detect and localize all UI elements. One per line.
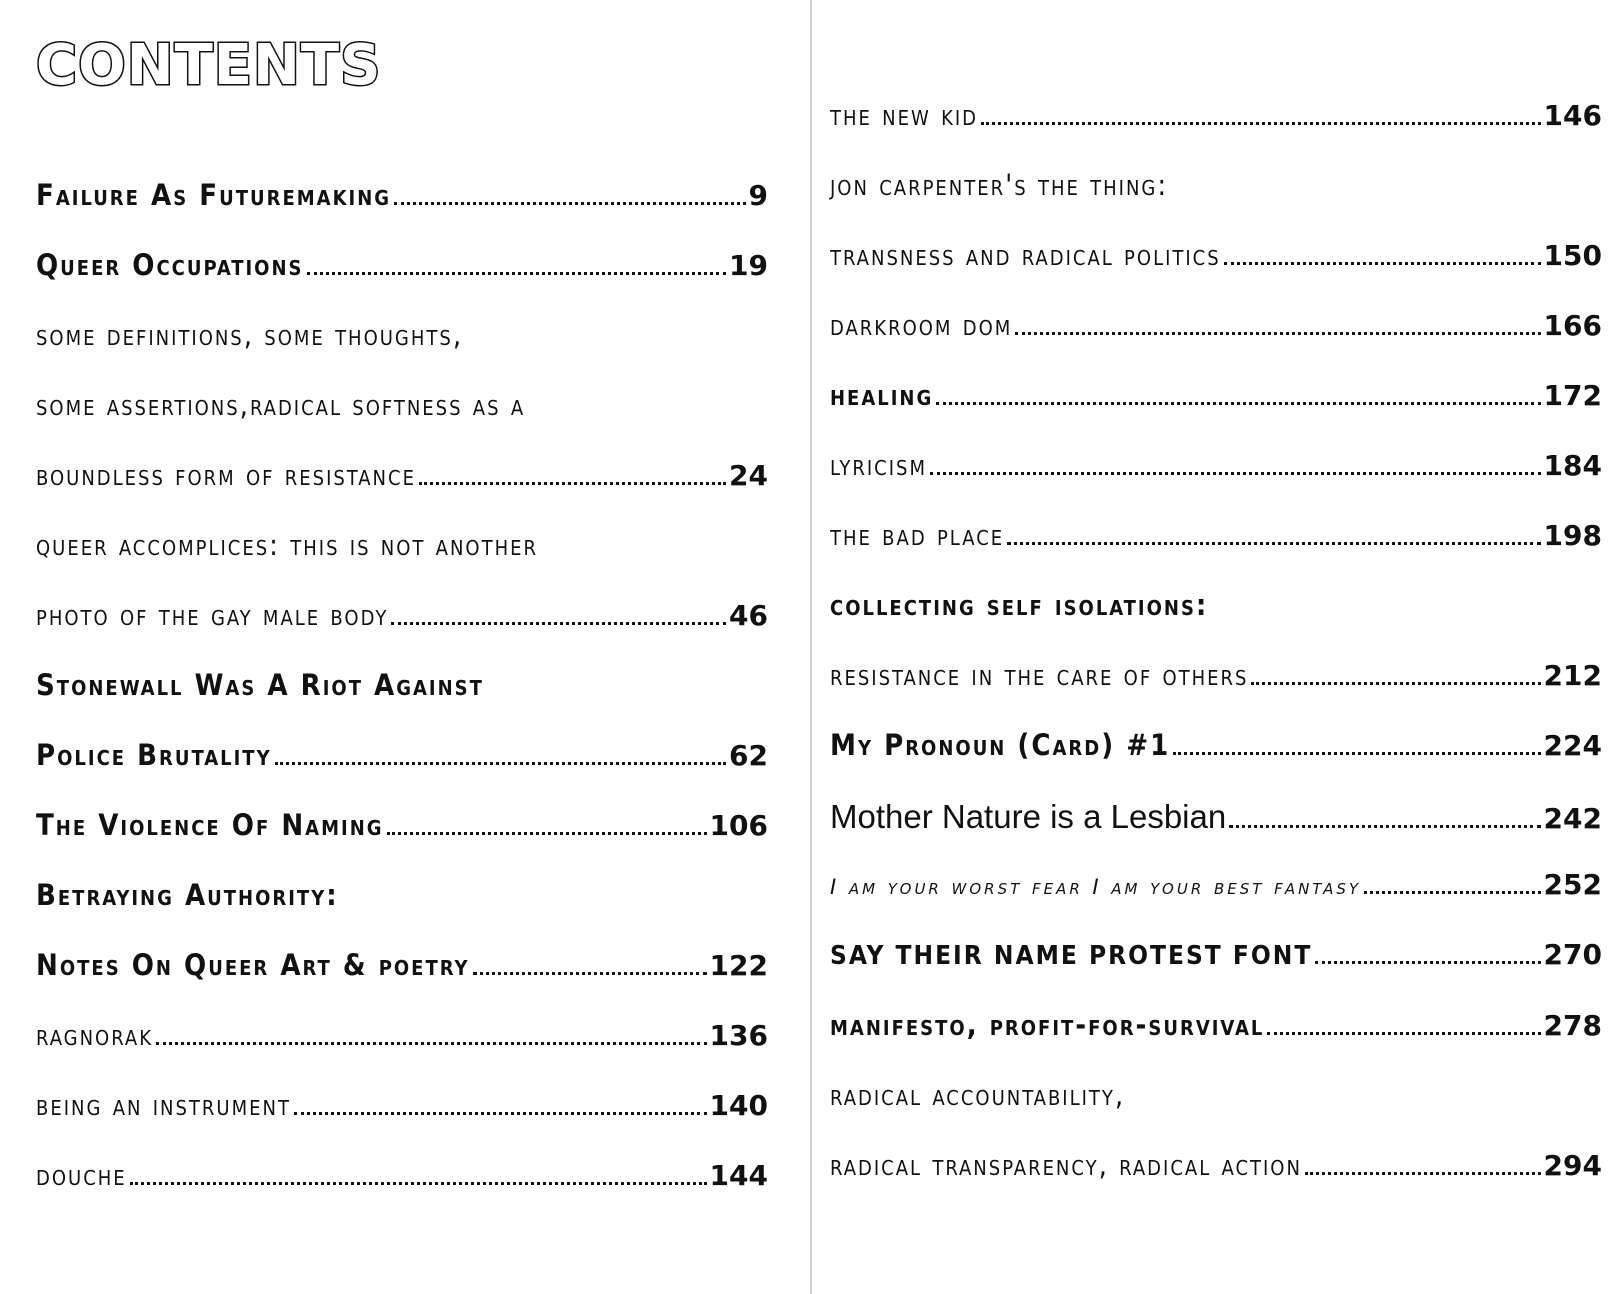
toc-entry-page: 166 [1543,309,1602,342]
toc-entry-title: Betraying Authority: [36,878,339,912]
toc-entry-title: The Violence Of Naming [36,808,384,842]
dot-leader [936,402,1540,405]
toc-entry-page: 278 [1543,1009,1602,1042]
toc-entry[interactable] [36,1158,768,1198]
toc-entry-page: 144 [709,1159,768,1192]
toc-entry[interactable] [36,948,768,988]
toc-entry-page: 294 [1543,1149,1602,1182]
toc-entry[interactable] [36,738,768,778]
right-page [812,0,1614,1294]
toc-entry[interactable] [830,658,1602,698]
dot-leader [981,122,1541,125]
dot-leader [130,1182,707,1185]
dot-leader [1173,752,1540,755]
toc-entry-title: Stonewall Was A Riot Against [36,668,484,702]
toc-entry[interactable] [830,98,1602,138]
toc-entry-page: 106 [709,809,768,842]
toc-entry-page: 62 [729,739,768,772]
toc-entry-page: 146 [1543,99,1602,132]
toc-entry-page: 150 [1543,239,1602,272]
toc-entry-title: SAY THEIR NAME PROTEST FONT [830,941,1313,971]
toc-entry-title: resistance in the care of others [830,658,1249,692]
toc-entry-title: I am your worst fear I am your best fantasy [830,875,1362,899]
toc-entry-title: My Pronoun (Card) #1 [830,728,1171,762]
toc-entry-page: 270 [1543,938,1602,971]
toc-entry[interactable] [830,238,1602,278]
toc-entry[interactable] [830,378,1602,418]
dot-leader [275,762,726,765]
dot-leader [294,1112,707,1115]
toc-entry[interactable] [830,448,1602,488]
dot-leader [1315,961,1540,964]
dot-leader [1007,542,1540,545]
toc-entry[interactable] [830,1008,1602,1048]
toc-entry[interactable] [36,248,768,288]
dot-leader [391,622,726,625]
toc-entry-title: lyricism [830,448,927,482]
toc-entry-page: 46 [729,599,768,632]
dot-leader [387,832,707,835]
toc-entry-title: boundless form of resistance [36,458,416,492]
toc-entry-line [830,588,1602,628]
toc-entry-line [36,318,768,358]
toc-entry-title: Failure As Futuremaking [36,178,392,212]
toc-entry-line [36,878,768,918]
toc-entry-page: 136 [709,1019,768,1052]
dot-leader [1305,1172,1541,1175]
toc-entry-title: Queer Occupations [36,248,304,282]
toc-entry[interactable] [830,518,1602,558]
dot-leader [394,202,745,205]
toc-entry-line [36,388,768,428]
toc-entry-page: 140 [709,1089,768,1122]
toc-entry[interactable] [830,868,1602,908]
toc-entry-title: Mother Nature is a Lesbian [830,798,1227,835]
toc-entry-line [36,528,768,568]
toc-entry-title: some definitions, some thoughts, [36,318,464,352]
toc-entry-title: manifesto, profit-for-survival [830,1008,1265,1042]
toc-entry-title: photo of the gay male body [36,598,389,632]
dot-leader [156,1042,707,1045]
dot-leader [473,972,707,975]
toc-entry-title: radical accountability, [830,1078,1126,1112]
toc-entry-title: some assertions,radical softness as a [36,388,526,422]
toc-entry-page: 212 [1543,659,1602,692]
toc-entry-title: being an instrument [36,1088,291,1122]
toc-entry[interactable] [36,178,768,218]
toc-entry-page: 198 [1543,519,1602,552]
contents-heading: CONTENTS [36,33,382,98]
dot-leader [1015,332,1540,335]
toc-entry-line [830,168,1602,208]
dot-leader [1267,1032,1540,1035]
toc-entry[interactable] [36,598,768,638]
toc-entry-title: transness and radical politics [830,238,1221,272]
toc-entry-page: 9 [748,179,768,212]
toc-entry-title: jon carpenter's the thing: [830,168,1169,202]
toc-entry-page: 24 [729,459,768,492]
toc-entry-title: collecting self isolations: [830,588,1209,622]
toc-entry-title: Police Brutality [36,738,272,772]
toc-entry-page: 252 [1543,868,1602,901]
toc-entry-line [36,668,768,708]
toc-entry-title: ragnorak [36,1018,153,1052]
toc-entry-title: healing [830,378,934,412]
toc-entry[interactable] [36,1088,768,1128]
toc-entry-title: radical transparency, radical action [830,1148,1302,1182]
toc-entry-title: douche [36,1158,127,1192]
dot-leader [307,272,727,275]
toc-entry-page: 19 [729,249,768,282]
dot-leader [419,482,726,485]
toc-entry[interactable] [36,458,768,498]
toc-entry[interactable] [36,1018,768,1058]
dot-leader [930,472,1541,475]
toc-entry-title: darkroom dom [830,308,1013,342]
dot-leader [1229,825,1540,828]
toc-entry-title: queer accomplices: this is not another [36,528,538,562]
toc-entry-title: Notes On Queer Art & poetry [36,948,470,982]
toc-entry-title: the bad place [830,518,1005,552]
toc-entry-title: the new kid [830,98,979,132]
dot-leader [1224,262,1541,265]
toc-entry[interactable] [830,308,1602,348]
toc-entry-line [830,1078,1602,1118]
toc-entry-page: 184 [1543,449,1602,482]
toc-entry[interactable] [36,808,768,848]
dot-leader [1251,682,1540,685]
toc-entry-page: 224 [1543,729,1602,762]
toc-entry[interactable] [830,798,1602,838]
toc-entry-page: 122 [709,949,768,982]
dot-leader [1364,891,1541,894]
toc-entry[interactable] [830,938,1602,978]
toc-entry-page: 172 [1543,379,1602,412]
toc-entry-page: 242 [1543,802,1602,835]
toc-entry[interactable] [830,728,1602,768]
toc-entry[interactable] [830,1148,1602,1188]
